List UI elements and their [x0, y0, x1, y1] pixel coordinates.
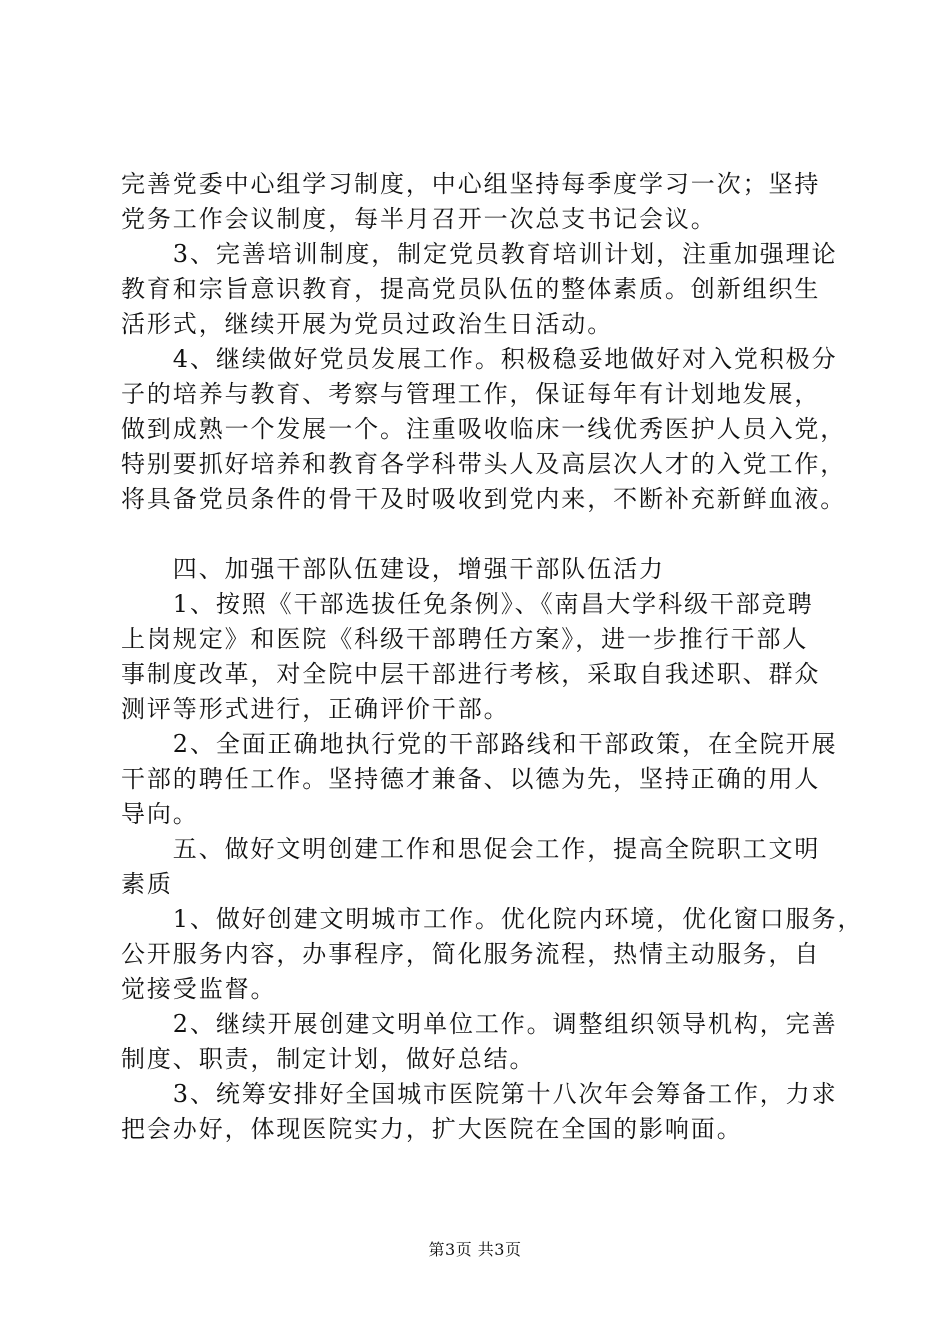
text-line: 3、完善培训制度，制定党员教育培训计划，注重加强理论 — [121, 240, 838, 268]
text-line: 觉接受监督。 — [121, 975, 277, 1003]
text-line: 1、按照《干部选拔任免条例》、《南昌大学科级干部竞聘 — [121, 590, 814, 618]
text-line: 特别要抓好培养和教育各学科带头人及高层次人才的入党工作， — [121, 450, 847, 478]
section-heading: 五、做好文明创建工作和思促会工作，提高全院职工文明 — [121, 835, 821, 863]
text-line: 将具备党员条件的骨干及时吸收到党内来，不断补充新鲜血液。 — [121, 485, 847, 513]
text-line: 党务工作会议制度，每半月召开一次总支书记会议。 — [121, 205, 717, 233]
text-line: 子的培养与教育、考察与管理工作，保证每年有计划地发展， — [121, 380, 821, 408]
text-line: 制度、职责，制定计划，做好总结。 — [121, 1045, 536, 1073]
document-body — [121, 167, 864, 1147]
text-line: 2、全面正确地执行党的干部路线和干部政策，在全院开展 — [121, 730, 838, 758]
text-line: 活形式，继续开展为党员过政治生日活动。 — [121, 310, 614, 338]
section-heading-continued: 素质 — [121, 870, 173, 898]
text-line: 完善党委中心组学习制度，中心组坚持每季度学习一次；坚持 — [121, 170, 821, 198]
section-heading: 四、加强干部队伍建设，增强干部队伍活力 — [121, 555, 665, 583]
text-line: 把会办好，体现医院实力，扩大医院在全国的影响面。 — [121, 1115, 743, 1143]
text-line: 2、继续开展创建文明单位工作。调整组织领导机构，完善 — [121, 1010, 838, 1038]
text-line: 1、做好创建文明城市工作。优化院内环境，优化窗口服务， — [121, 905, 864, 933]
text-line: 导向。 — [121, 800, 199, 828]
text-line: 4、继续做好党员发展工作。积极稳妥地做好对入党积极分 — [121, 345, 838, 373]
text-line: 上岗规定》和医院《科级干部聘任方案》，进一步推行干部人 — [121, 625, 809, 653]
text-line: 事制度改革，对全院中层干部进行考核，采取自我述职、群众 — [121, 660, 821, 688]
text-line: 测评等形式进行，正确评价干部。 — [121, 695, 510, 723]
text-line: 做到成熟一个发展一个。注重吸收临床一线优秀医护人员入党， — [121, 415, 847, 443]
text-line: 公开服务内容，办事程序，简化服务流程，热情主动服务，自 — [121, 940, 821, 968]
text-line: 干部的聘任工作。坚持德才兼备、以德为先，坚持正确的用人 — [121, 765, 821, 793]
text-line: 3、统筹安排好全国城市医院第十八次年会筹备工作，力求 — [121, 1080, 838, 1108]
page-number-footer: 第3页 共3页 — [428, 1240, 522, 1259]
text-line: 教育和宗旨意识教育，提高党员队伍的整体素质。创新组织生 — [121, 275, 821, 303]
